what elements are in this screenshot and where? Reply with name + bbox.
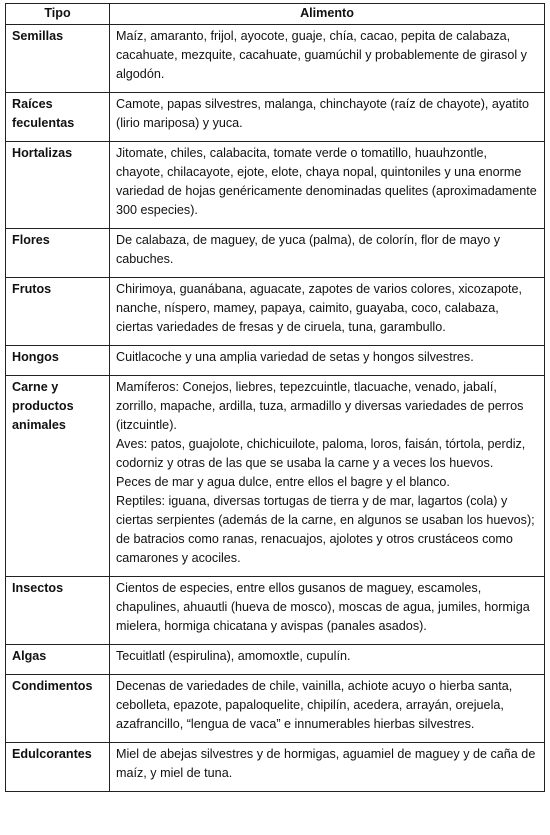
row-food-cell bbox=[110, 93, 545, 142]
food-text: Decenas de variedades de chile, vainilla, achiote acuyo o hierba santa, cebolleta, epazote, papaloquelite, chipilín, acedera, arrayán, orejuela, azafrancillo, “lengua de vaca” e innumerables hierbas silvestres. bbox=[116, 679, 513, 731]
row-food-cell bbox=[110, 743, 545, 792]
row-food-cell bbox=[110, 675, 545, 743]
table-row bbox=[6, 346, 545, 376]
food-table bbox=[5, 3, 545, 792]
header-row bbox=[6, 4, 545, 25]
table-body bbox=[6, 25, 545, 792]
table-row bbox=[6, 142, 545, 229]
row-type-cell: Frutos bbox=[6, 278, 110, 346]
food-text: Tecuitlatl (espirulina), amomoxtle, cupulín. bbox=[116, 649, 351, 663]
food-text: Jitomate, chiles, calabacita, tomate verde o tomatillo, huauhzontle, chayote, chilacayote, ejote, elote, chaya nopal, quintoniles y una enorme variedad de hojas genéricamente denominadas quelites (aproximadamente 300 especies). bbox=[116, 146, 537, 217]
row-food-cell bbox=[110, 346, 545, 376]
row-type-cell: Raíces feculentas bbox=[6, 93, 110, 142]
food-text: Reptiles: iguana, diversas tortugas de tierra y de mar, lagartos (cola) y ciertas serpientes (además de la carne, en algunos se usaban los huevos); de batracios como ranas, renacuajos, ajolotes y otros crustáceos como camarones y acociles. bbox=[116, 494, 535, 565]
row-food-cell bbox=[110, 577, 545, 645]
food-text: Peces de mar y agua dulce, entre ellos el bagre y el blanco. bbox=[116, 475, 450, 489]
row-type-cell: Hongos bbox=[6, 346, 110, 376]
table-row bbox=[6, 229, 545, 278]
row-type-cell: Hortalizas bbox=[6, 142, 110, 229]
food-text: Cuitlacoche y una amplia variedad de setas y hongos silvestres. bbox=[116, 350, 474, 364]
table-row bbox=[6, 645, 545, 675]
row-type-cell: Edulcorantes bbox=[6, 743, 110, 792]
row-food-cell bbox=[110, 142, 545, 229]
food-text: Aves: patos, guajolote, chichicuilote, paloma, loros, faisán, tórtola, perdiz, codorniz y otras de las que se usaba la carne y a veces los huevos. bbox=[116, 437, 526, 470]
food-text: Miel de abejas silvestres y de hormigas, aguamiel de maguey y de caña de maíz, y miel de tuna. bbox=[116, 747, 536, 780]
row-type-cell: Condimentos bbox=[6, 675, 110, 743]
food-text: Camote, papas silvestres, malanga, chinchayote (raíz de chayote), ayatito (lirio mariposa) y yuca. bbox=[116, 97, 530, 130]
row-food-cell bbox=[110, 229, 545, 278]
row-food-cell bbox=[110, 376, 545, 577]
row-type-cell: Carne y productos animales bbox=[6, 376, 110, 577]
table-row bbox=[6, 743, 545, 792]
row-type-cell: Semillas bbox=[6, 25, 110, 93]
food-text: Maíz, amaranto, frijol, ayocote, guaje, chía, cacao, pepita de calabaza, cacahuate, mezquite, cacahuate, guamúchil y probablemente de girasol y algodón. bbox=[116, 29, 527, 81]
row-food-cell bbox=[110, 278, 545, 346]
table-row bbox=[6, 278, 545, 346]
row-type-cell: Algas bbox=[6, 645, 110, 675]
food-text: Chirimoya, guanábana, aguacate, zapotes de varios colores, xicozapote, nanche, níspero, mamey, papaya, caimito, guayaba, coco, calabaza, ciertas variedades de fresas y de ciruela, tuna, garambullo. bbox=[116, 282, 523, 334]
header-food: Alimento bbox=[110, 4, 545, 25]
table-row bbox=[6, 25, 545, 93]
table-row bbox=[6, 577, 545, 645]
table-row bbox=[6, 93, 545, 142]
row-food-cell bbox=[110, 645, 545, 675]
table-row bbox=[6, 675, 545, 743]
row-type-cell: Flores bbox=[6, 229, 110, 278]
table-row bbox=[6, 376, 545, 577]
row-type-cell: Insectos bbox=[6, 577, 110, 645]
food-text: Mamíferos: Conejos, liebres, tepezcuintle, tlacuache, venado, jabalí, zorrillo, mapache, ardilla, tuza, armadillo y diversas variedades de perros (itzcuintle). bbox=[116, 380, 524, 432]
row-food-cell bbox=[110, 25, 545, 93]
header-type: Tipo bbox=[6, 4, 110, 25]
food-text: Cientos de especies, entre ellos gusanos de maguey, escamoles, chapulines, ahuautli (hueva de mosco), moscas de agua, jumiles, hormiga mielera, hormiga chicatana y avispas (panales asados). bbox=[116, 581, 530, 633]
food-text: De calabaza, de maguey, de yuca (palma), de colorín, flor de mayo y cabuches. bbox=[116, 233, 501, 266]
